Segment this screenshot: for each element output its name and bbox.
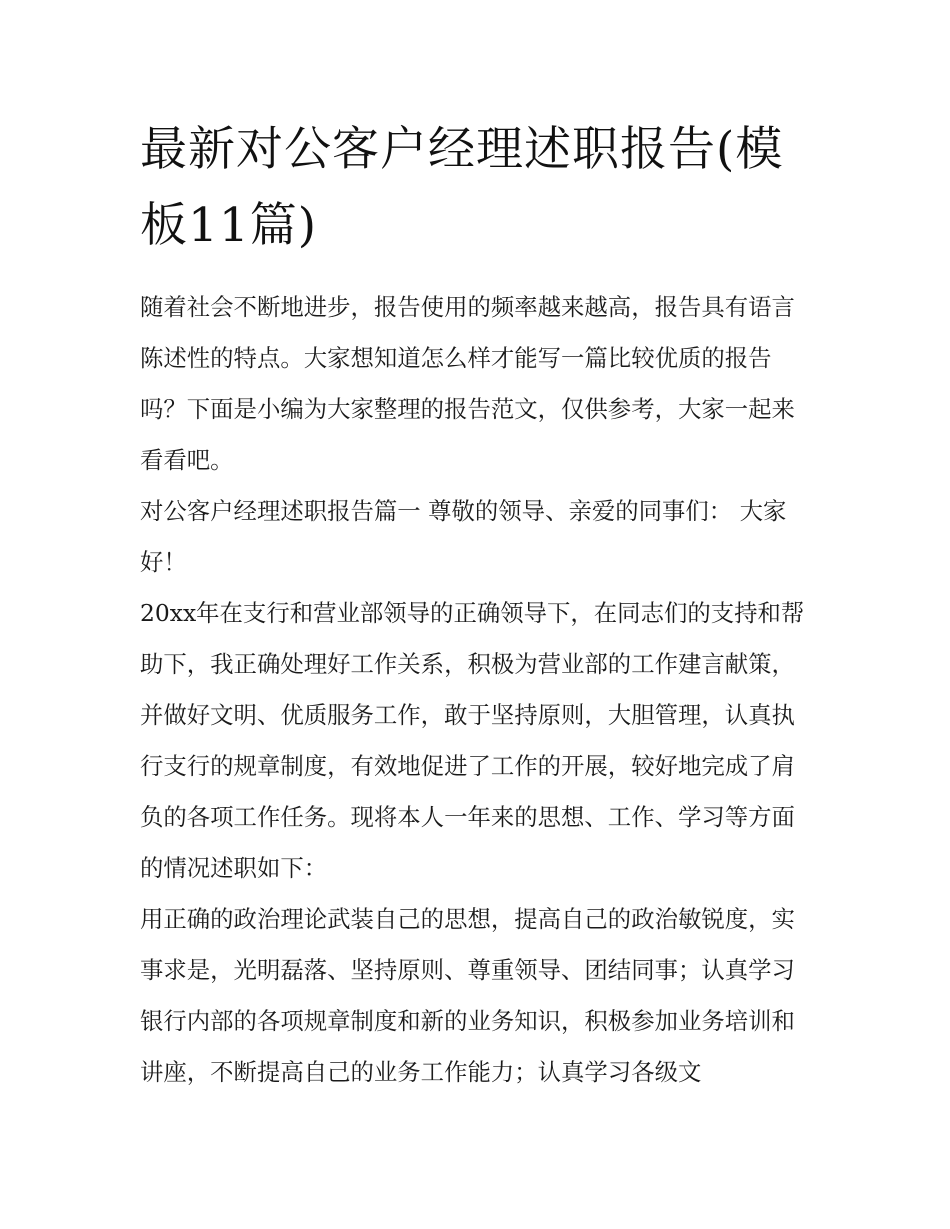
document-title: 最新对公客户经理述职报告(模板11篇) [140, 122, 784, 253]
body-paragraph: 20xx年在支行和营业部领导的正确领导下，在同志们的支持和帮助下，我正确处理好工作关系，积极为营业部的工作建言献策，并做好文明、优质服务工作，敢于坚持原则，大胆管理，认真执行支行的规章制度，有效地促进了工作的开展，较好地完成了肩负的各项工作任务。现将本人一年来的思想、工作、学习等方面的情况述职如下： [140, 599, 805, 882]
intro-paragraph: 随着社会不断地进步，报告使用的频率越来越高，报告具有语言陈述性的特点。大家想知道怎么样才能写一篇比较优质的报告吗？下面是小编为大家整理的报告范文，仅供参考，大家一起来看看吧。 [140, 293, 795, 474]
section-heading-paragraph: 对公客户经理述职报告篇一 尊敬的领导、亲爱的同事们： 大家好！ [140, 497, 787, 576]
document-body [140, 282, 815, 1098]
body-paragraph: 用正确的政治理论武装自己的思想，提高自己的政治敏锐度，实事求是，光明磊落、坚持原则、尊重领导、团结同事；认真学习银行内部的各项规章制度和新的业务知识，积极参加业务培训和讲座，不断提高自己的业务工作能力；认真学习各级文 [140, 905, 795, 1086]
